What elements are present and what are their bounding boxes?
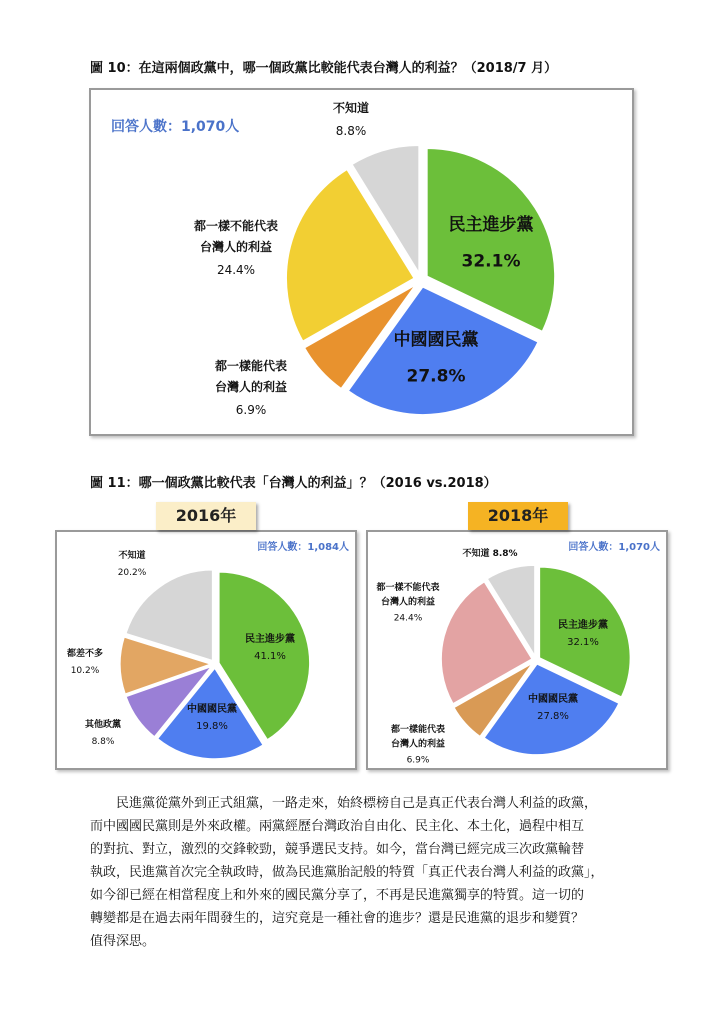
slice-label-about-same <box>66 647 103 676</box>
slice-category-label: 台灣人的利益 <box>199 239 273 254</box>
slice-value-label: 20.2% <box>117 568 147 579</box>
slice-category-label: 不知道 <box>118 551 146 561</box>
slice-label-both-can <box>214 358 287 417</box>
year-tab-2018: 2018年 <box>468 502 568 530</box>
figure11-title: 圖 11：哪一個政黨比較代表「台灣人的利益」？（2016 vs.2018） <box>90 476 497 491</box>
paragraph-line: 民進黨從黨外到正式組黨，一路走來，始終標榜自己是真正代表台灣人利益的政黨， <box>90 796 598 811</box>
slice-category-label: 都一樣能代表 <box>390 725 446 735</box>
slice-category-label: 不知道 <box>332 101 370 115</box>
figure11-2018-respondent-count: 回答人數：1,070人 <box>568 542 660 553</box>
paragraph-line: 的對抗、對立，激烈的交鋒較勁，競爭選民支持。如今，當台灣已經完成三次政黨輪替 <box>90 842 585 857</box>
slice-category-label: 中國國民黨 <box>528 694 578 705</box>
slice-category-label: 民主進步黨 <box>448 215 534 235</box>
body-paragraph <box>90 792 650 953</box>
slice-category-label: 中國國民黨 <box>393 330 479 350</box>
slice-value-label: 24.4% <box>393 613 423 624</box>
slice-label-other-parties <box>85 718 121 747</box>
figure10-title: 圖 10：在這兩個政黨中，哪一個政黨比較能代表台灣人的利益？（2018/7 月） <box>90 61 558 76</box>
paragraph-line: 執政，民進黨首次完全執政時，做為民進黨胎記般的特質「真正代表台灣人利益的政黨」， <box>90 865 604 880</box>
paragraph-line: 轉變都是在過去兩年間發生的，這究竟是一種社會的進步？還是民進黨的退步和變質？ <box>90 911 585 926</box>
slice-value-label: 32.1% <box>461 251 521 272</box>
slice-category-label: 其他政黨 <box>84 720 122 730</box>
slice-label-neither-can <box>375 581 439 624</box>
slice-value-label: 32.1% <box>567 637 599 649</box>
slice-value-label: 27.8% <box>537 711 569 723</box>
figure10-chart-frame <box>89 88 634 436</box>
slice-value-label: 10.2% <box>70 666 100 677</box>
figure10-pie-chart <box>91 90 632 434</box>
slice-category-label: 不知道 8.8% <box>462 549 518 559</box>
figure11-2018-pie-chart <box>368 532 666 768</box>
slice-category-label: 民主進步黨 <box>558 620 608 631</box>
slice-category-label: 台灣人的利益 <box>390 739 446 750</box>
slice-category-label: 都一樣能代表 <box>214 359 288 373</box>
figure11-2016-chart-frame <box>55 530 357 770</box>
slice-category-label: 都一樣不能代表 <box>193 219 279 233</box>
slice-label-dont-know <box>118 549 147 578</box>
paragraph-line: 如今卻已經在相當程度上和外來的國民黨分享了，不再是民進黨獨享的特質。這一切的 <box>90 888 585 903</box>
slice-category-label: 民主進步黨 <box>245 634 295 645</box>
slice-category-label: 都一樣不能代表 <box>376 583 440 593</box>
slice-category-label: 台灣人的利益 <box>214 379 288 394</box>
slice-value-label: 19.8% <box>196 721 228 733</box>
slice-value-label: 24.4% <box>216 262 256 277</box>
slice-value-label: 41.1% <box>254 651 286 663</box>
slice-category-label: 台灣人的利益 <box>380 597 436 608</box>
slice-label-both-can <box>390 723 445 766</box>
slice-value-label: 8.8% <box>335 123 367 138</box>
slice-category-label: 都差不多 <box>66 649 104 659</box>
slice-label-dont-know <box>462 547 517 559</box>
figure11-2018-chart-frame <box>366 530 668 770</box>
paragraph-line: 值得深思。 <box>90 934 156 949</box>
slice-value-label: 8.8% <box>91 737 115 748</box>
slice-category-label: 中國國民黨 <box>187 704 237 715</box>
slice-label-dont-know <box>333 100 369 138</box>
figure10-respondent-count: 回答人數：1,070人 <box>111 119 240 135</box>
figure11-2016-pie-chart <box>57 532 355 768</box>
slice-value-label: 6.9% <box>235 402 267 417</box>
slice-value-label: 6.9% <box>406 755 430 766</box>
slice-value-label: 27.8% <box>406 366 466 387</box>
figure11-2016-respondent-count: 回答人數：1,084人 <box>257 542 349 553</box>
slice-label-neither-can <box>193 218 278 277</box>
paragraph-line: 而中國國民黨則是外來政權。兩黨經歷台灣政治自由化、民主化、本土化，過程中相互 <box>90 819 585 834</box>
year-tab-2016: 2016年 <box>156 502 256 530</box>
